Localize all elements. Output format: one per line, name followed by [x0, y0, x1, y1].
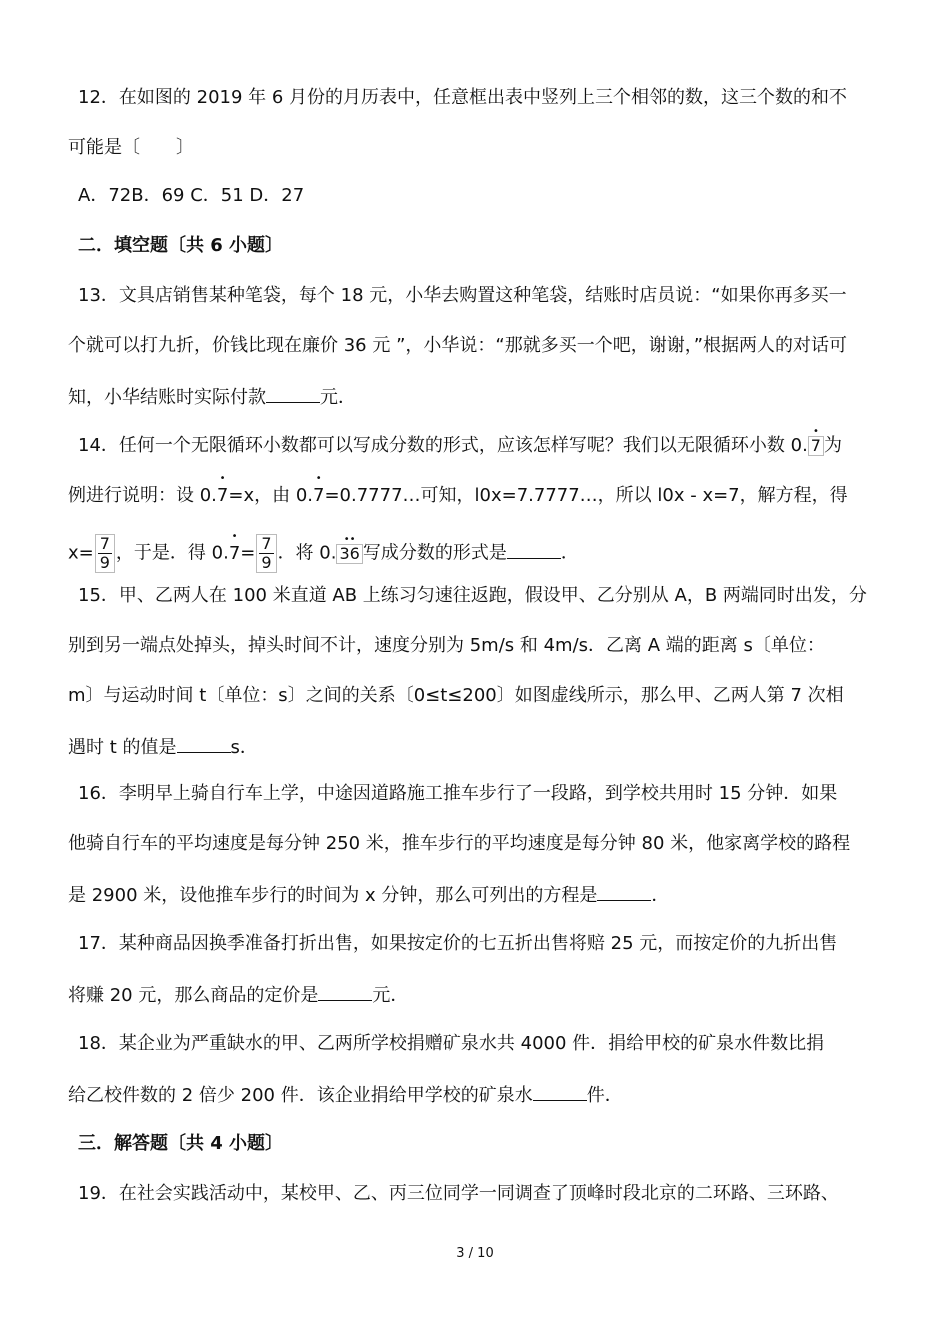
q14-text: 例进行说明：设 0. — [68, 485, 217, 506]
q12-line-2: 可能是〔 〕 — [68, 137, 194, 158]
q15-line-2: 别到另一端点处掉头，掉头时间不计，速度分别为 5m/s 和 4m/s．乙离 A 端的距离 s〔单位： — [68, 635, 825, 656]
repeat-dot-icon: • — [219, 473, 226, 484]
q13-unit: 元． — [320, 387, 356, 408]
q14-line-2 — [68, 473, 848, 508]
answer-blank[interactable] — [507, 540, 561, 559]
q17-line-2 — [68, 982, 408, 1008]
section-heading-solve: 三．解答题〔共 4 小题〕 — [78, 1133, 284, 1154]
answer-blank[interactable] — [266, 384, 320, 403]
repeat-dot-icon: • — [812, 426, 819, 437]
q14-text: 写成分数的形式是 — [362, 542, 507, 564]
q14-text: =x，由 0. — [228, 485, 313, 506]
repeating-decimal-7: • 7 — [216, 473, 229, 506]
q18-text: 给乙校件数的 2 倍少 200 件．该企业捐给甲学校的矿泉水 — [68, 1085, 533, 1106]
q14-line-3 — [68, 530, 579, 573]
q15-line-1: 15．甲、乙两人在 100 米直道 AB 上练习匀速往返跑，假设甲、乙分别从 A，B 两端同时出发，分 — [78, 585, 867, 606]
repeat-dot-icon: • — [315, 473, 322, 484]
section-heading-fill-in: 二．填空题〔共 6 小题〕 — [78, 235, 284, 256]
repeat-dots-icon: •• — [343, 533, 356, 545]
q14-text: =0.7777…可知，l0x=7.7777…，所以 l0x - x=7，解方程，得 — [324, 485, 848, 506]
q18-unit: 件． — [586, 1085, 623, 1106]
q17-text: 将赚 20 元，那么商品的定价是 — [68, 985, 319, 1006]
q16-line-3 — [68, 882, 669, 908]
q15-unit: s． — [230, 737, 258, 758]
q13-text: 知，小华结账时实际付款 — [68, 387, 266, 408]
fraction-7-9: $\frac{7}{9}$ — [95, 534, 115, 573]
q15-line-3: m〕与运动时间 t〔单位：s〕之间的关系〔0≤t≤200〕如图虚线所示，那么甲、乙两人第 7 次相 — [68, 685, 844, 706]
q14-text: = — [240, 542, 256, 564]
repeat-dot-icon: • — [231, 530, 238, 542]
q16-line-2: 他骑自行车的平均速度是每分钟 250 米，推车步行的平均速度是每分钟 80 米，他家离学校的路程 — [68, 833, 851, 854]
answer-blank[interactable] — [177, 734, 231, 753]
q17-unit: 元． — [372, 985, 409, 1006]
answer-blank[interactable] — [597, 882, 651, 901]
q14-text: 14．任何一个无限循环小数都可以写成分数的形式，应该怎样写呢？我们以无限循环小数 0. — [78, 435, 808, 456]
q16-line-1: 16．李明早上骑自行车上学，中途因道路施工推车步行了一段路，到学校共用时 15 分钟．如果 — [78, 783, 838, 804]
q12-line-1: 12．在如图的 2019 年 6 月份的月历表中，任意框出表中竖列上三个相邻的数，这三个数的和不 — [78, 87, 848, 108]
q14-text: ．将 0. — [277, 542, 337, 564]
page-number: 3 / 10 — [456, 1246, 494, 1261]
q15-text: 遇时 t 的值是 — [68, 737, 177, 758]
q16-text: ． — [651, 885, 670, 906]
q13-line-1: 13．文具店销售某种笔袋，每个 18 元，小华去购置这种笔袋，结账时店员说：“如果你再多买一 — [78, 285, 847, 306]
repeating-decimal-7: • 7 — [808, 436, 824, 456]
repeating-decimal-7: • 7 — [313, 473, 325, 506]
repeating-decimal-7: • 7 — [228, 530, 241, 564]
q18-line-2 — [68, 1082, 623, 1108]
q13-line-2: 个就可以打九折，价钱比现在廉价 36 元 ”，小华说：“那就多买一个吧，谢谢，”根据两人的对话可 — [68, 335, 848, 356]
q12-options: A．72B．69 C．51 D．27 — [78, 185, 305, 206]
q18-line-1: 18．某企业为严重缺水的甲、乙两所学校捐赠矿泉水共 4000 件．捐给甲校的矿泉水件数比捐 — [78, 1033, 825, 1054]
q15-line-4 — [68, 734, 258, 760]
answer-blank[interactable] — [533, 1082, 587, 1101]
q16-text: 是 2900 米，设他推车步行的时间为 x 分钟，那么可列出的方程是 — [68, 885, 598, 906]
q14-text: ． — [560, 542, 579, 564]
q14-line-1 — [78, 426, 842, 458]
fraction-7-9: $\frac{7}{9}$ — [256, 534, 276, 573]
repeating-decimal-36: •• 36 — [336, 544, 362, 564]
q19-line-1: 19．在社会实践活动中，某校甲、乙、丙三位同学一同调查了顶峰时段北京的二环路、三环路、 — [78, 1183, 839, 1204]
q14-text: 为 — [823, 435, 842, 456]
answer-blank[interactable] — [318, 982, 372, 1001]
q17-line-1: 17．某种商品因换季准备打折出售，如果按定价的七五折出售将赔 25 元，而按定价的九折出售 — [78, 933, 838, 954]
q13-line-3 — [68, 384, 356, 410]
q14-text: x= — [68, 542, 94, 564]
q14-text: ，于是．得 0. — [115, 542, 229, 564]
